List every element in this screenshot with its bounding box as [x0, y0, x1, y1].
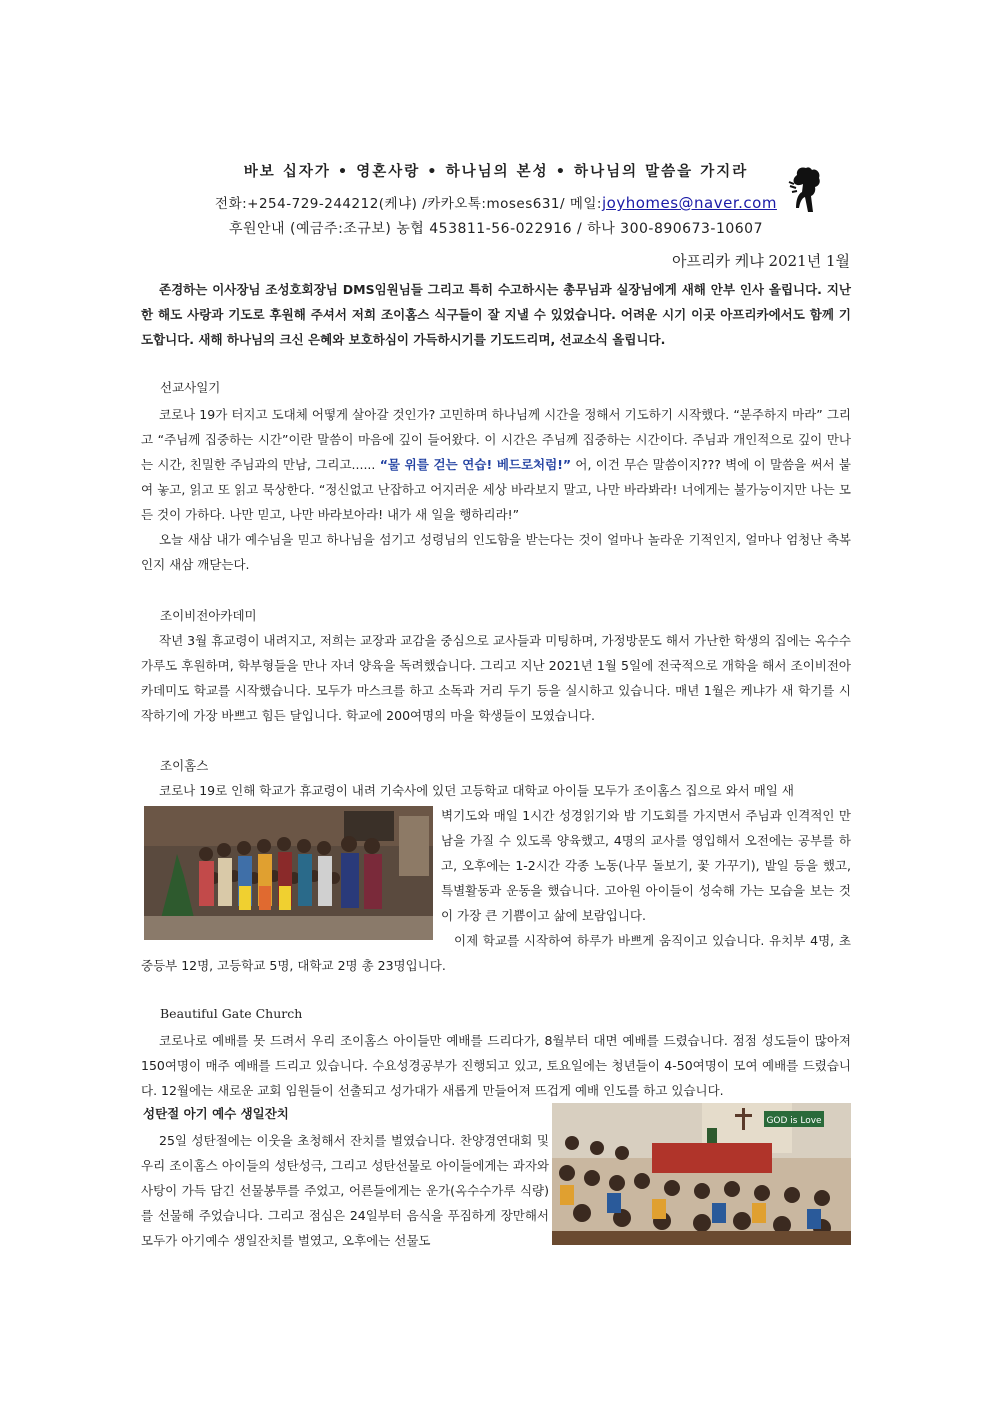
missionary-text-2: 어, 이건 무슨 말씀이지??? 벽에 이 말씀을 써서 붙여 놓고, 읽고 또 읽고 묵상한다. “정신없고 난잡하고 어지러운 세상 바라보지 말고, 나만 바라봐라! 너에게는 불가능이지만 나는 모든 것이 가하다. 나만 믿고, 나만 바라보아라! 내가 새 일을 행하리라!” — [141, 457, 851, 522]
missionary-paragraph-1 — [141, 402, 851, 527]
joyhomes-paragraph-2: 이제 학교를 시작하여 하루가 바쁘게 움직이고 있습니다. 유치부 4명, 초중등부 12명, 고등학교 5명, 대학교 2명 총 23명입니다. — [141, 933, 851, 973]
section-title-missionary: 선교사일기 — [160, 380, 221, 395]
christmas-church-photo — [552, 1103, 851, 1245]
joyhomes-line-1: 코로나 19로 인해 학교가 휴교령이 내려 기숙사에 있던 고등학교 대학교 아이들 모두가 조이홈스 집으로 와서 매일 새 — [159, 783, 794, 798]
church-paragraph: 코로나로 예배를 못 드려서 우리 조이홈스 아이들만 예배를 드리다가, 8월부터 대면 예배를 드렸습니다. 점점 성도들이 많아져 150여명이 매주 예배를 드리고 있습니다. 수요성경공부가 진행되고 있고, 토요일에는 청년들이 4-50여명이 모여 예배를 드렸습니다. 12월에는 새로운 교회 임원들이 선출되고 성가대가 새롭게 만들어져 뜨겁게 예배 인도를 하고 있습니다. — [141, 1033, 851, 1098]
contact-line — [0, 192, 992, 212]
section-title-christmas: 성탄절 아기 예수 생일잔치 — [143, 1106, 289, 1121]
missionary-highlight: “물 위를 걷는 연습! 베드로처럼!” — [379, 457, 572, 472]
missionary-body — [141, 402, 851, 577]
section-title-academy: 조이비전아카데미 — [160, 608, 257, 623]
church-banner-text: GOD is Love — [766, 1116, 822, 1126]
dateline: 아프리카 케냐 2021년 1월 — [672, 252, 850, 270]
joyhomes-children-photo — [144, 806, 433, 940]
missionary-paragraph-2: 오늘 새삼 내가 예수님을 믿고 하나님을 섬기고 성령님의 인도함을 받는다는 것이 얼마나 놀라운 기적인지, 얼마나 엄청난 축복인지 새삼 깨닫는다. — [141, 532, 851, 572]
academy-body — [141, 628, 851, 728]
email-link[interactable]: joyhomes@naver.com — [601, 194, 777, 212]
joyhomes-body-2 — [141, 928, 851, 978]
contact-text: 전화:+254-729-244212(케냐) /카카오톡:moses631/ 메일: — [215, 196, 602, 212]
joyhomes-wrap-text: 벽기도와 매일 1시간 성경읽기와 밤 기도회를 가지면서 주님과 인격적인 만남을 가질 수 있도록 양육했고, 4명의 교사를 영입해서 오전에는 공부를 하고, 오후에는 1-2시간 각종 노동(나무 돌보기, 꽃 가꾸기), 밭일 등을 했고, 특별활동과 운동을 했습니다. 고아원 아이들이 성숙해 가는 모습을 보는 것이 가장 큰 기쁨이고 삶에 보람입니다. — [441, 808, 851, 923]
support-info: 후원안내 (예금주:조규보) 농협 453811-56-022916 / 하나 300-890673-10607 — [228, 221, 763, 237]
greeting-paragraph — [141, 277, 851, 352]
greeting-text: 존경하는 이사장님 조성호회장님 DMS임원님들 그리고 특히 수고하시는 총무님과 실장님에게 새해 안부 인사 올립니다. 지난 한 해도 사랑과 기도로 후원해 주셔서 저희 조이홈스 식구들이 잘 지낼 수 있었습니다. 어려운 시기 이곳 아프리카에서도 함께 기도합니다. 새해 하나님의 크신 은혜와 보호하심이 가득하시기를 기도드리며, 선교소식 올립니다. — [141, 282, 851, 347]
joyhomes-first-line — [141, 778, 851, 803]
academy-paragraph: 작년 3월 휴교령이 내려지고, 저희는 교장과 교감을 중심으로 교사들과 미팅하며, 가정방문도 해서 가난한 학생의 집에는 옥수수 가루도 후원하며, 학부형들을 만나 자녀 양육을 독려했습니다. 그리고 지난 2021년 1월 5일에 전국적으로 개학을 해서 조이비전아카데미도 학교를 시작했습니다. 모두가 마스크를 하고 소독과 거리 두기 등을 실시하고 있습니다. 매년 1월은 케냐가 새 학기를 시작하기에 가장 바쁘고 힘든 달입니다. 학교에 200여명의 마을 학생들이 모였습니다. — [141, 633, 851, 723]
section-title-church: Beautiful Gate Church — [160, 1006, 303, 1021]
motto-line: 바보 십자가 • 영혼사랑 • 하나님의 본성 • 하나님의 말씀을 가지라 — [243, 164, 749, 180]
christmas-paragraph: 25일 성탄절에는 이웃을 초청해서 잔치를 벌였습니다. 찬양경연대회 및 우리 조이홈스 아이들의 성탄성극, 그리고 성탄선물로 아이들에게는 과자와 사탕이 가득 담긴 선물봉투를 주었고, 어른들에게는 운가(옥수수가루 식량)를 선물해 주었습니다. 그리고 점심은 24일부터 음식을 푸짐하게 장만해서 모두가 아기예수 생일잔치를 벌였고, 오후에는 선물도 — [141, 1133, 549, 1248]
church-body — [141, 1028, 851, 1103]
missionary-text-1: 코로나 19가 터지고 도대체 어떻게 살아갈 것인가? 고민하며 하나님께 시간을 정해서 기도하기 시작했다. “분주하지 마라” 그리고 “주님께 집중하는 시간”이란 말씀이 마음에 깊이 들어왔다. 이 시간은 주님께 집중하는 시간이다. 주님과 개인적으로 깊이 만나는 시간, 친밀한 주님과의 만남, 그리고...... — [141, 407, 851, 472]
section-title-joyhomes: 조이홈스 — [160, 758, 209, 773]
christmas-body — [141, 1128, 549, 1253]
praying-figure-icon — [786, 164, 828, 214]
